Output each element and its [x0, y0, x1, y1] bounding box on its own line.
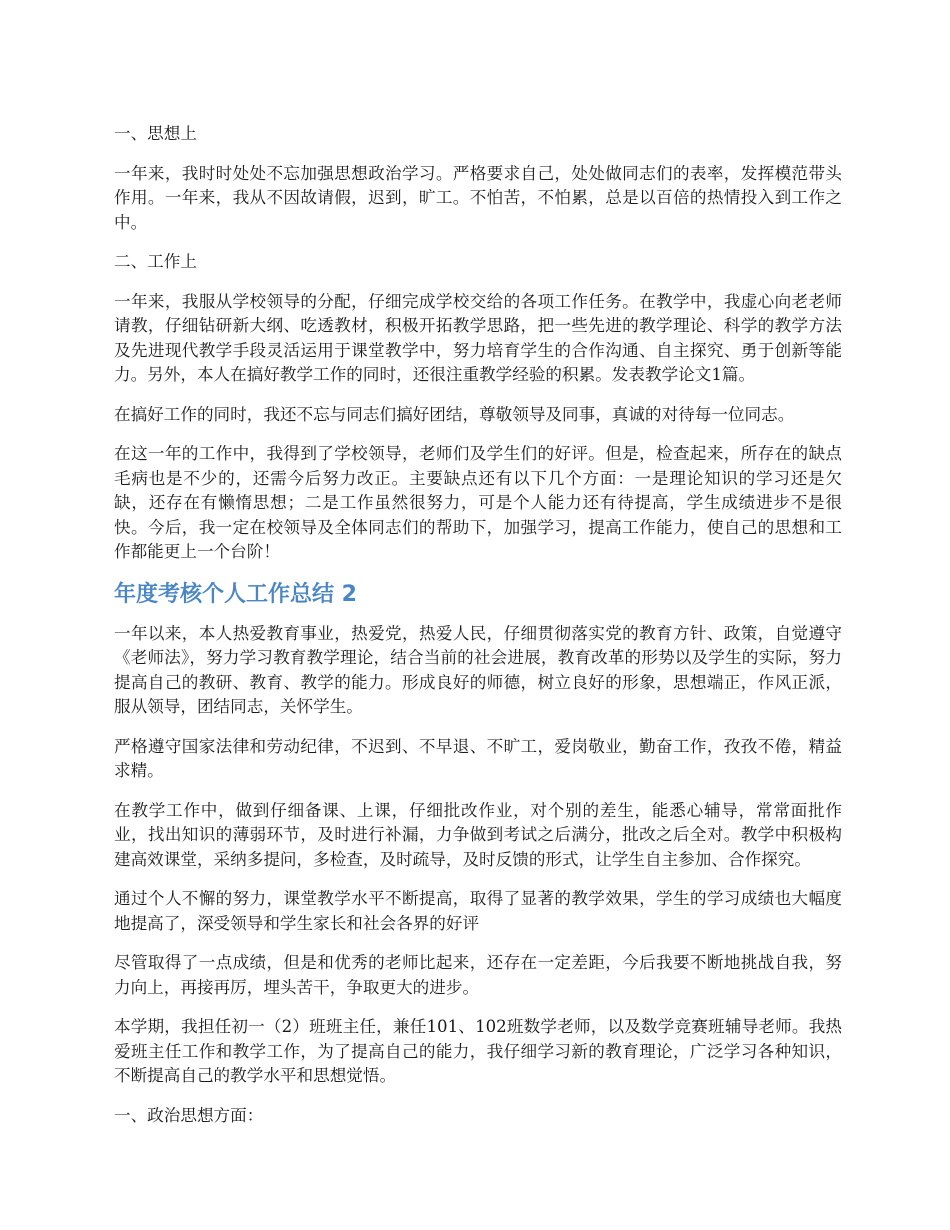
section-heading-work: 二、工作上 — [114, 252, 197, 271]
paragraph: 一年以来，本人热爱教育事业，热爱党，热爱人民，仔细贯彻落实党的教育方针、政策，自觉遵守《老师法》，努力学习教育教学理论，结合当前的社会进展，教育改革的形势以及学生的实际，努力提高自己的教研、教育、教学的能力。形成良好的师德，树立良好的形象，思想端正，作风正派，服从领导，团结同志，关怀学生。 — [114, 623, 842, 716]
paragraph: 本学期，我担任初一（2）班班主任，兼任101、102班数学老师，以及数学竞赛班辅导老师。我热爱班主任工作和教学工作，为了提高自己的能力，我仔细学习新的教育理论，广泛学习各种知识，不断提高自己的教学水平和思想觉悟。 — [114, 1017, 842, 1085]
paragraph: 严格遵守国家法律和劳动纪律，不迟到、不早退、不旷工，爱岗敬业，勤奋工作，孜孜不倦，精益求精。 — [114, 736, 842, 780]
section-heading-thought: 一、思想上 — [114, 124, 197, 143]
paragraph: 通过个人不懈的努力，课堂教学水平不断提高，取得了显著的教学效果，学生的学习成绩也大幅度地提高了，深受领导和学生家长和社会各界的好评 — [114, 889, 842, 933]
paragraph: 在教学工作中，做到仔细备课、上课，仔细批改作业，对个别的差生，能悉心辅导，常常面批作业，找出知识的薄弱环节，及时进行补漏，力争做到考试之后满分，批改之后全对。教学中积极构建高效课堂，采纳多提问，多检查，及时疏导，及时反馈的形式，让学生自主参加、合作探究。 — [114, 800, 842, 869]
paragraph: 一年来，我时时处处不忘加强思想政治学习。严格要求自己，处处做同志们的表率，发挥模范带头作用。一年来，我从不因故请假，迟到，旷工。不怕苦，不怕累，总是以百倍的热情投入到工作之中。 — [114, 163, 842, 232]
paragraph: 一年来，我服从学校领导的分配，仔细完成学校交给的各项工作任务。在教学中，我虚心向老老师请教，仔细钻研新大纲、吃透教材，积极开拓教学思路，把一些先进的教学理论、科学的教学方法及先进现代教学手段灵活运用于课堂教学中，努力培育学生的合作沟通、自主探究、勇于创新等能力。另外，本人在搞好教学工作的同时，还很注重教学经验的积累。发表教学论文1篇。 — [114, 291, 842, 384]
section-heading-politics: 一、政治思想方面： — [114, 1105, 264, 1125]
document-page — [114, 122, 842, 1143]
document-heading: 年度考核个人工作总结 2 — [114, 581, 357, 607]
paragraph: 在搞好工作的同时，我还不忘与同志们搞好团结，尊敬领导及同事，真诚的对待每一位同志。 — [114, 404, 795, 424]
paragraph: 尽管取得了一点成绩，但是和优秀的老师比起来，还存在一定差距，今后我要不断地挑战自我，努力向上，再接再厉，埋头苦干，争取更大的进步。 — [114, 953, 842, 997]
paragraph: 在这一年的工作中，我得到了学校领导，老师们及学生们的好评。但是，检查起来，所存在的缺点毛病也是不少的，还需今后努力改正。主要缺点还有以下几个方面：一是理论知识的学习还是欠缺，还存在有懒惰思想；二是工作虽然很努力，可是个人能力还有待提高，学生成绩进步不是很快。今后，我一定在校领导及全体同志们的帮助下，加强学习，提高工作能力，使自己的思想和工作都能更上一个台阶！ — [114, 444, 842, 561]
